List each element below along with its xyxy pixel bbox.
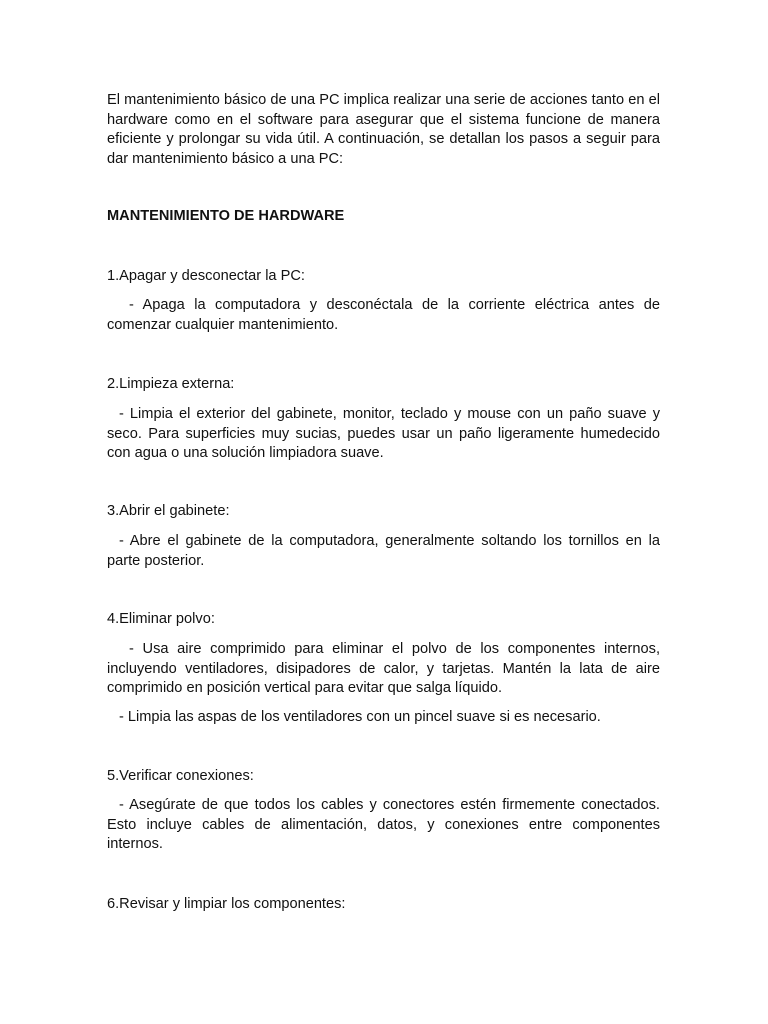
step-1-title: 1.Apagar y desconectar la PC: — [107, 268, 305, 284]
step-1-paragraph: - Apaga la computadora y desconéctala de la corriente eléctrica antes de comenzar cualquier mantenimiento. — [107, 297, 660, 333]
section-heading: MANTENIMIENTO DE HARDWARE — [107, 208, 345, 224]
step-6-title: 6.Revisar y limpiar los componentes: — [107, 896, 346, 912]
step-2-paragraph: - Limpia el exterior del gabinete, monitor, teclado y mouse con un paño suave y seco. Para superficies muy sucias, puedes usar un paño ligeramente humedecido con agua o una solución limpiadora suave. — [107, 406, 660, 461]
intro-paragraph: El mantenimiento básico de una PC implica realizar una serie de acciones tanto en el hardware como en el software para asegurar que el sistema funcione de manera eficiente y prolongar su vida útil. A continuación, se detallan los pasos a seguir para dar mantenimiento básico a una PC: — [107, 92, 660, 167]
step-3-title: 3.Abrir el gabinete: — [107, 503, 230, 519]
step-2-title: 2.Limpieza externa: — [107, 376, 235, 392]
step-5-title: 5.Verificar conexiones: — [107, 768, 254, 784]
step-4-paragraph-1: - Usa aire comprimido para eliminar el polvo de los componentes internos, incluyendo ventiladores, disipadores de calor, y tarjetas. Mantén la lata de aire comprimido en posición vertical para evitar que salga líquido. — [107, 641, 660, 696]
step-5-paragraph: - Asegúrate de que todos los cables y conectores estén firmemente conectados. Esto incluye cables de alimentación, datos, y conexiones entre componentes internos. — [107, 797, 660, 852]
step-4-title: 4.Eliminar polvo: — [107, 611, 215, 627]
step-3-paragraph: - Abre el gabinete de la computadora, generalmente soltando los tornillos en la parte posterior. — [107, 533, 660, 569]
step-4-paragraph-2: - Limpia las aspas de los ventiladores con un pincel suave si es necesario. — [119, 709, 601, 725]
